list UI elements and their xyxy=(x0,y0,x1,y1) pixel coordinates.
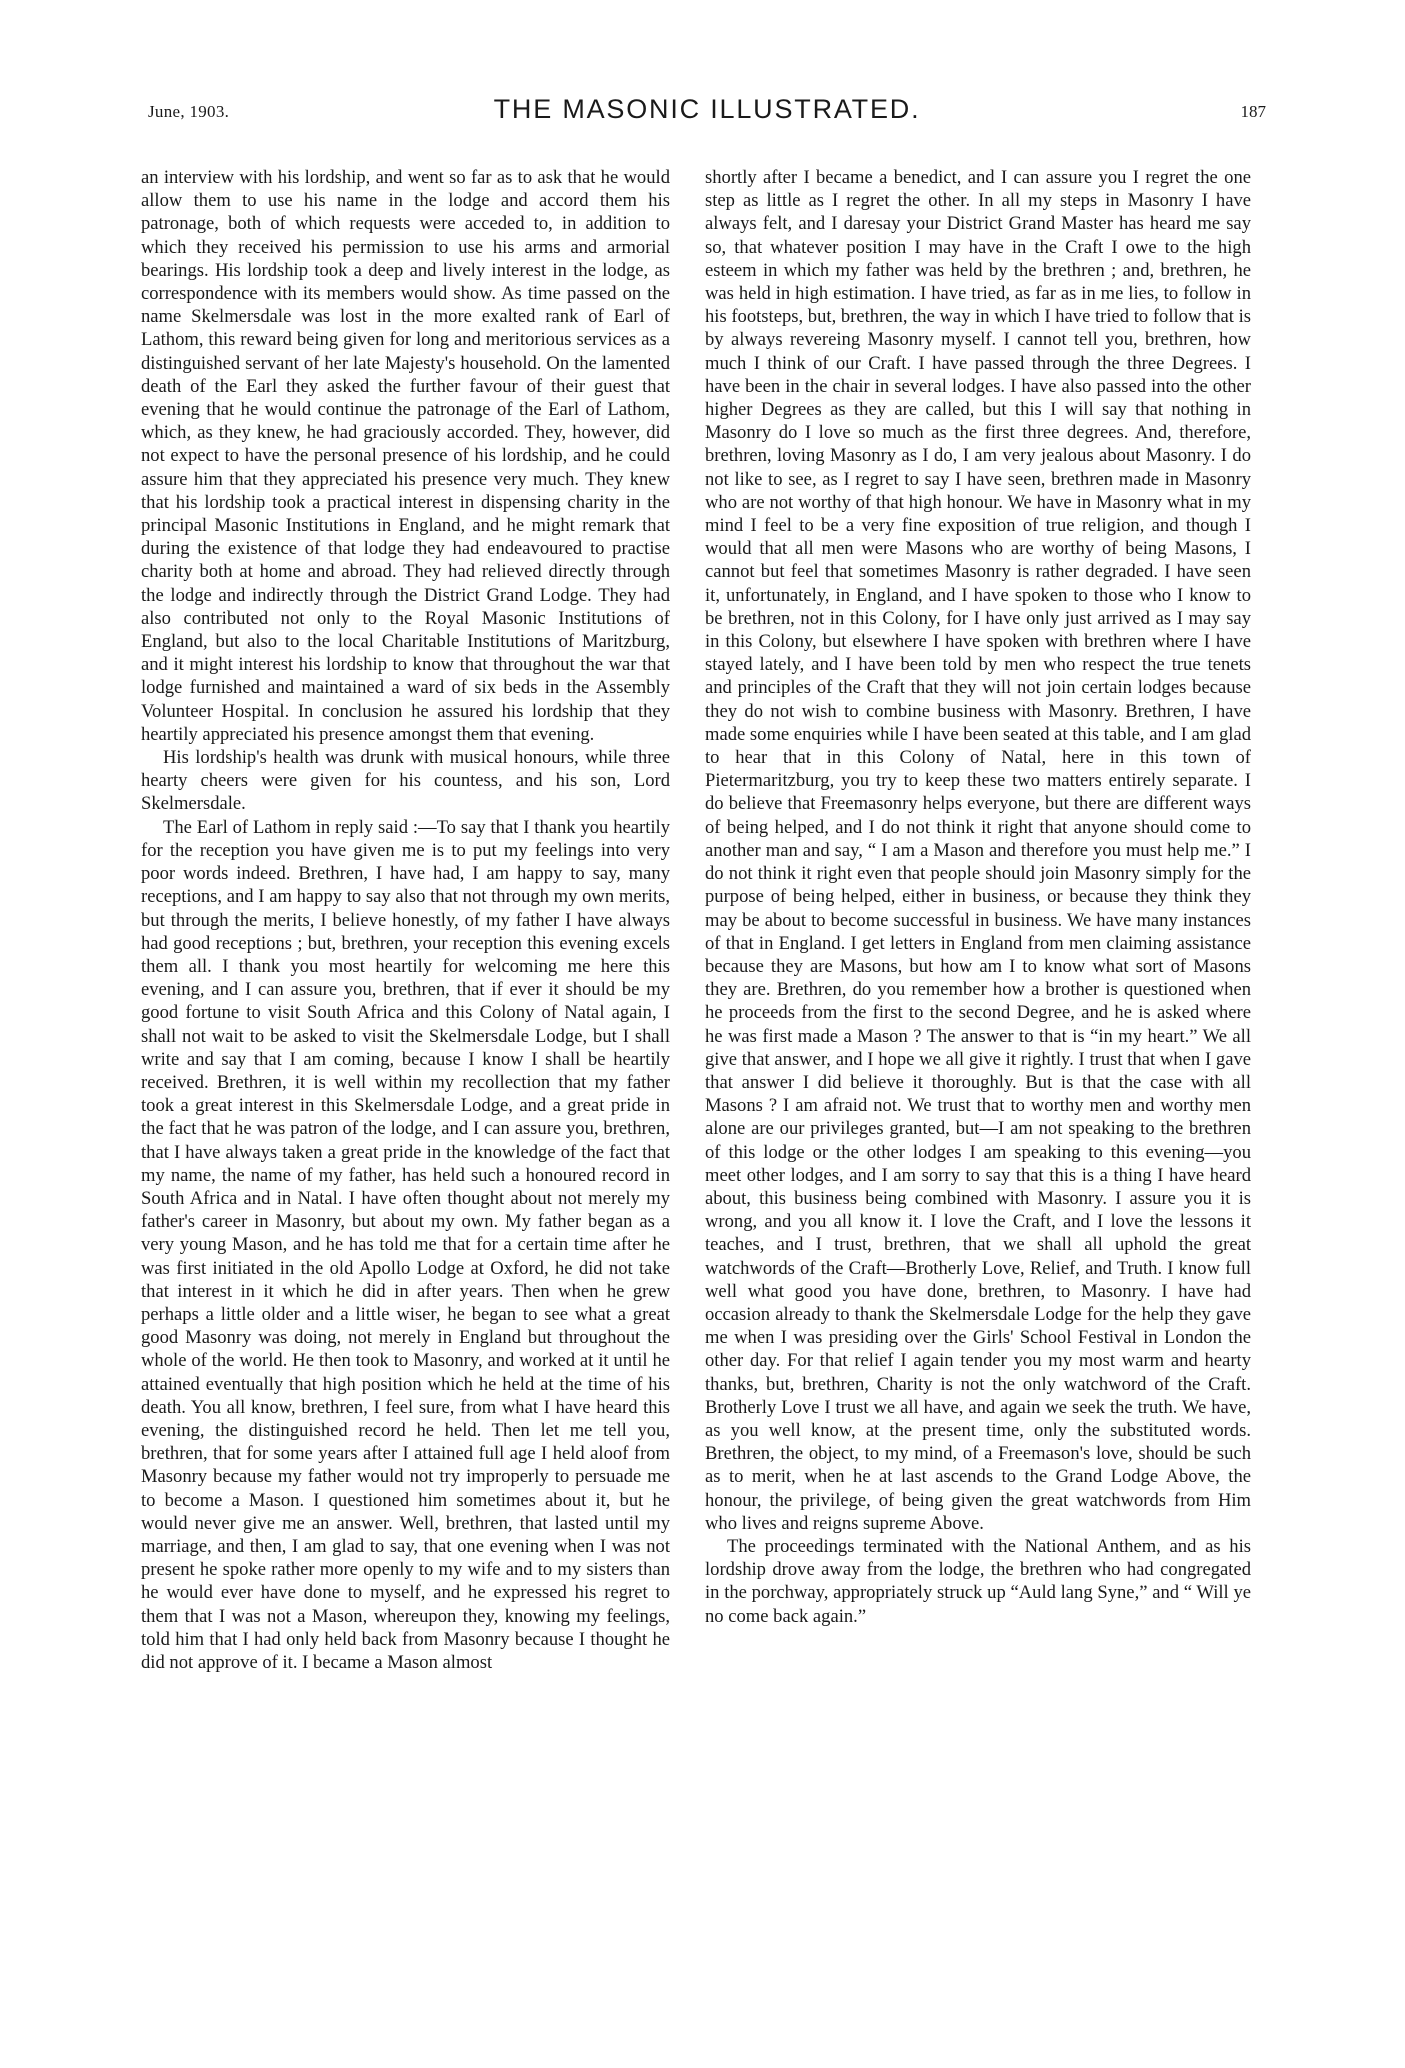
right-column xyxy=(705,166,1251,1628)
paragraph: The Earl of Lathom in reply said :—To say that I thank you heartily for the reception you have given me is to put my feelings into very poor words indeed. Brethren, I have had, I am happy to say, many receptions, and I am happy to say also that not through my own merits, but through the merits, I believe honestly, of my father I have always had good receptions ; but, brethren, your reception this evening excels them all. I thank you most heartily for welcoming me here this evening, and I can assure you, brethren, that if ever it should be my good fortune to visit South Africa and this Colony of Natal again, I shall not wait to be asked to visit the Skelmersdale Lodge, but I shall write and say that I am coming, because I know I shall be heartily received. Brethren, it is well within my recollection that my father took a great interest in this Skelmersdale Lodge, and a great pride in the fact that he was patron of the lodge, and I can assure you, brethren, that I have always taken a great pride in the knowledge of the fact that my name, the name of my father, has held such a honoured record in South Africa and in Natal. I have often thought about not merely my father's career in Masonry, but about my own. My father began as a very young Mason, and he has told me that for a certain time after he was first initiated in the old Apollo Lodge at Oxford, he did not take that interest in it which he did in after years. Then when he grew perhaps a little older and a little wiser, he began to see what a great good Masonry was doing, not merely in England but throughout the whole of the world. He then took to Masonry, and worked at it until he attained eventually that high position which he held at the time of his death. You all know, brethren, I feel sure, from what I have heard this evening, the distinguished record he held. Then let me tell you, brethren, that for some years after I attained full age I held aloof from Masonry because my father would not try improperly to persuade me to become a Mason. I questioned him sometimes about it, but he would never give me an answer. Well, brethren, that lasted until my marriage, and then, I am glad to say, that one evening when I was not present he spoke rather more openly to my wife and to my sisters than he would ever have done to myself, and he expressed his regret to them that I was not a Mason, whereupon they, knowing my feelings, told him that I had only held back from Masonry because I thought he did not approve of it. I became a Mason almost xyxy=(141,816,670,1673)
issue-date: June, 1903. xyxy=(148,102,230,121)
paragraph: an interview with his lordship, and went so far as to ask that he would allow them to use his name in the lodge and accord them his patronage, both of which requests were acceded to, in addition to which they received his permission to use his arms and armorial bearings. His lordship took a deep and lively interest in the lodge, as correspondence with its members would show. As time passed on the name Skelmersdale was lost in the more exalted rank of Earl of Lathom, this reward being given for long and meritorious services as a distinguished servant of her late Majesty's household. On the lamented death of the Earl they asked the further favour of their guest that evening that he would continue the patronage of the Earl of Lathom, which, as they knew, he had graciously accorded. They, however, did not expect to have the personal presence of his lordship, and he could assure him that they appreciated his presence very much. They knew that his lordship took a practical interest in dispensing charity in the principal Masonic Institutions in England, and he might remark that during the existence of that lodge they had endeavoured to practise charity both at home and abroad. They had relieved directly through the lodge and indirectly through the District Grand Lodge. They had also contributed not only to the Royal Masonic Institutions of England, but also to the local Charitable Institutions of Maritzburg, and it might interest his lordship to know that throughout the war that lodge furnished and maintained a ward of six beds in the Assembly Volunteer Hospital. In conclusion he assured his lordship that they heartily appreciated his presence amongst them that evening. xyxy=(141,167,670,745)
publication-title: THE MASONIC ILLUSTRATED. xyxy=(493,94,921,124)
left-column xyxy=(141,166,670,1674)
paragraph: The proceedings terminated with the National Anthem, and as his lordship drove away from the lodge, the brethren who had congregated in the porchway, appropriately struck up “Auld lang Syne,” and “ Will ye no come back again.” xyxy=(705,1535,1251,1627)
paragraph: His lordship's health was drunk with musical honours, while three hearty cheers were given for his countess, and his son, Lord Skelmersdale. xyxy=(141,747,670,815)
paragraph: shortly after I became a benedict, and I can assure you I regret the one step as little as I regret the other. In all my steps in Masonry I have always felt, and I daresay your District Grand Master has heard me say so, that whatever position I may have in the Craft I owe to the high esteem in which my father was held by the brethren ; and, brethren, he was held in high estimation. I have tried, as far as in me lies, to follow in his footsteps, but, brethren, the way in which I have tried to follow that is by always revereing Masonry myself. I cannot tell you, brethren, how much I think of our Craft. I have passed through the three Degrees. I have been in the chair in several lodges. I have also passed into the other higher Degrees as they are called, but this I will say that nothing in Masonry do I love so much as the first three degrees. And, therefore, brethren, loving Masonry as I do, I am very jealous about Masonry. I do not like to see, as I regret to say I have seen, brethren made in Masonry who are not worthy of that high honour. We have in Masonry what in my mind I feel to be a very fine exposition of true religion, and though I would that all men were Masons who are worthy of being Masons, I cannot but feel that sometimes Masonry is rather degraded. I have seen it, unfortunately, in England, and I have spoken to those who I know to be brethren, not in this Colony, for I have only just arrived as I may say in this Colony, but elsewhere I have spoken with brethren where I have stayed lately, and I have been told by men who respect the true tenets and principles of the Craft that they will not join certain lodges because they do not wish to combine business with Masonry. Brethren, I have made some enquiries while I have been seated at this table, and I am glad to hear that in this Colony of Natal, here in this town of Pietermaritzburg, you try to keep these two matters entirely separate. I do believe that Freemasonry helps everyone, but there are different ways of being helped, and I do not think it right that anyone should come to another man and say, “ I am a Mason and therefore you must help me.” I do not think it right even that people should join Masonry simply for the purpose of being helped, either in business, or because they think they may be about to become successful in business. We have many instances of that in England. I get letters in England from men claiming assistance because they are Masons, but how am I to know what sort of Masons they are. Brethren, do you remember how a brother is questioned when he proceeds from the first to the second Degree, and he is asked where he was first made a Mason ? The answer to that is “in my heart.” We all give that answer, and I hope we all give it rightly. I trust that when I gave that answer I did believe it thoroughly. But is that the case with all Masons ? I am afraid not. We trust that to worthy men and worthy men alone are our privileges granted, but—I am not speaking to the brethren of this lodge or the other lodges I am speaking to this evening—you meet other lodges, and I am sorry to say that this is a thing I have heard about, this business being combined with Masonry. I assure you it is wrong, and you all know it. I love the Craft, and I love the lessons it teaches, and I trust, brethren, that we shall all uphold the great watchwords of the Craft—Brotherly Love, Relief, and Truth. I know full well what good you have done, brethren, to Masonry. I have had occasion already to thank the Skelmersdale Lodge for the help they gave me when I was presiding over the Girls' School Festival in London the other day. For that relief I again tender you my most warm and hearty thanks, but, brethren, Charity is not the only watchword of the Craft. Brotherly Love I trust we all have, and again we seek the truth. We have, as you well know, at the present time, only the substituted words. Brethren, the object, to my mind, of a Freemason's love, should be such as to merit, when he at last ascends to the Grand Lodge Above, the honour, the privilege, of being given the great watchwords from Him who lives and reigns supreme Above. xyxy=(705,167,1251,1534)
page-number: 187 xyxy=(1240,102,1266,121)
page-header xyxy=(148,94,1266,134)
